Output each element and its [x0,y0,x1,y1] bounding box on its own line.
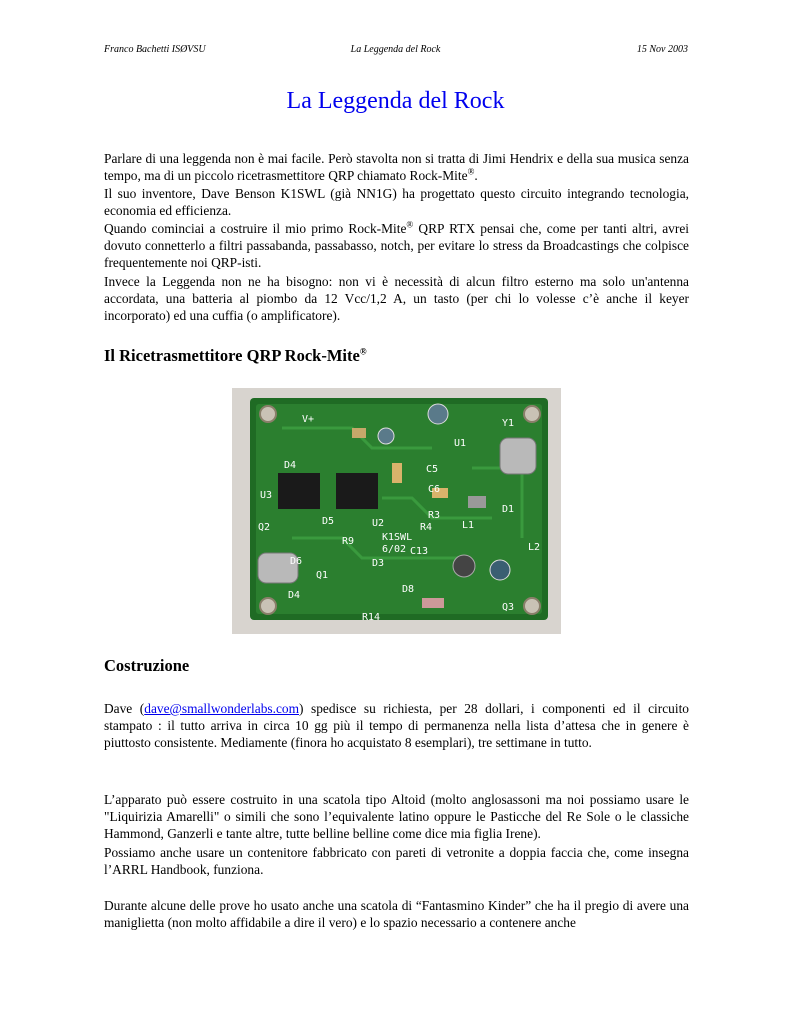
pcb-label: Q3 [502,602,515,613]
registered-mark: ® [467,166,475,177]
pcb-label: U1 [454,438,467,449]
pcb-label: C6 [428,484,441,495]
page-title: La Leggenda del Rock [286,88,505,114]
registered-mark: ® [359,346,367,357]
pcb-label: V+ [302,414,315,425]
registered-mark: ® [406,219,414,230]
intro-text-1: Parlare di una leggenda non è mai facile. Però stavolta non si tratta di Jimi Hendrix e della sua musica senza tempo, ma di un piccolo ricetrasmettitore QRP chiamato Rock-Mite [104,151,689,183]
header-document-title: La Leggenda del Rock [350,44,441,55]
costruzione-paragraph-2: L’apparato può essere costruito in una scatola tipo Altoid (molto anglosassoni ma noi possiamo usare le "Liquirizia Amarelli" o simili che sono l’equivalente latino oppure le Pasticche del Re Sole o le classiche Hammond, Ganzerli e tante altre, tutte belline belline come dice mia figlia Irene). [104,792,689,841]
pcb-label: C5 [426,464,439,475]
intro-paragraph-4: Invece la Leggenda non ne ha bisogno: non vi è necessità di alcun filtro esterno ma solo un'antenna accordata, una batteria al piombo da 12 Vcc/1,2 A, un tasto (per chi lo volesse c’è anche il keyer incorporato) ed una cuffia (o amplificatore). [104,274,689,323]
pcb-label: R3 [428,510,441,521]
pcb-label: L1 [462,520,475,531]
pcb-label: D8 [402,584,415,595]
pcb-label: L2 [528,542,541,553]
pcb-label: R14 [362,612,381,623]
header-author: Franco Bachetti ISØVSU [104,44,206,55]
pcb-label: U2 [372,518,385,529]
pcb-label: D1 [502,504,515,515]
pcb-label: D3 [372,558,385,569]
pcb-label: R4 [420,522,433,533]
pcb-label: K1SWL [382,532,413,543]
pcb-label: R9 [342,536,355,547]
pcb-label: U3 [260,490,273,501]
pcb-label: Q2 [258,522,271,533]
section-heading-rock-mite: Il Ricetrasmettitore QRP Rock-Mite® [104,346,367,365]
email-link[interactable]: dave@smallwonderlabs.com [144,701,300,716]
costruzione-paragraph-4: Durante alcune delle prove ho usato anche una scatola di “Fantasmino Kinder” che ha il pregio di avere una maniglietta (non molto affidabile a dire il vero) e lo spazio necessario a contenere anche [104,898,689,930]
section-heading-costruzione: Costruzione [104,656,190,675]
pcb-label: Q1 [316,570,329,581]
header-date: 15 Nov 2003 [636,44,688,55]
pcb-label: C13 [410,546,429,557]
pcb-label: D4 [284,460,297,471]
costruzione-paragraph-1: Dave (dave@smallwonderlabs.com) spedisce su richiesta, per 28 dollari, i componenti ed il circuito stampato : il tutto arriva in circa 10 gg più il tempo di permanenza nella lista d’attesa che in genere è piuttosto consistente. Mediamente (finora ho acquistato 8 esemplari), tre settimane in tutto. [104,701,690,750]
intro-paragraph-3: Quando cominciai a costruire il mio primo Rock-Mite® QRP RTX pensai che, come per tanti altri, avrei dovuto connetterlo a filtri passabanda, passabasso, notch, per evitare lo stress da Broadcastings che colpisce frequentemente noi QRP-isti. [104,219,689,270]
pcb-label: D5 [322,516,335,527]
costruzione-paragraph-3: Possiamo anche usare un contenitore fabbricato con pareti di vetronite a doppia faccia che, come insegna l’ARRL Handbook, funziona. [104,845,689,877]
intro-paragraph-1: Parlare di una leggenda non è mai facile. Però stavolta non si tratta di Jimi Hendrix e della sua musica senza tempo, ma di un piccolo ricetrasmettitore QRP chiamato Rock-Mite®. [104,151,689,183]
intro-paragraph-2: Il suo inventore, Dave Benson K1SWL (già NN1G) ha progettato questo circuito integrando tecnologia, economia ed efficienza. [104,186,689,218]
pcb-label: Y1 [502,418,515,429]
pcb-label: 6/02 [382,544,407,555]
rock-mite-pcb-photo [232,388,561,634]
pcb-label: D6 [290,556,303,567]
pcb-label: D4 [288,590,301,601]
